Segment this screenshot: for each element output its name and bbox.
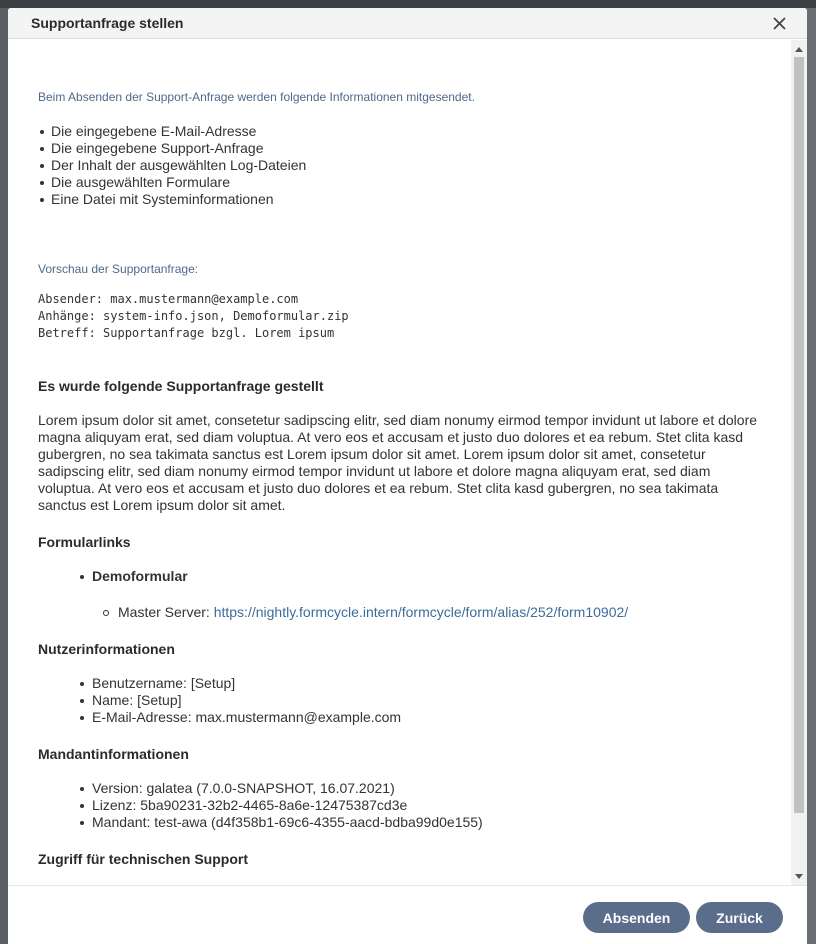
backdrop	[0, 0, 816, 8]
support-request-dialog	[8, 8, 807, 944]
list-item: Name: [Setup]	[79, 692, 401, 709]
preview-subject: Betreff: Supportanfrage bzgl. Lorem ipsum	[38, 326, 335, 340]
list-item: Version: galatea (7.0.0-SNAPSHOT, 16.07.2021)	[79, 780, 483, 797]
list-item: Eine Datei mit Systeminformationen	[38, 191, 306, 208]
preview-meta	[38, 291, 349, 342]
request-heading: Es wurde folgende Supportanfrage gestellt	[38, 378, 324, 394]
scroll-down-icon[interactable]	[791, 869, 807, 883]
list-item: Die ausgewählten Formulare	[38, 174, 306, 191]
form-server-list	[103, 604, 628, 621]
form-server-item	[103, 604, 628, 621]
dialog-title: Supportanfrage stellen	[31, 15, 184, 31]
info-list	[38, 123, 306, 208]
dialog-content[interactable]	[8, 40, 807, 885]
form-links-heading: Formularlinks	[38, 534, 131, 550]
tenant-info-heading: Mandantinformationen	[38, 746, 189, 762]
request-body: Lorem ipsum dolor sit amet, consetetur sadipscing elitr, sed diam nonumy eirmod tempor invidunt ut labore et dolore magna aliquyam erat, sed diam voluptua. At vero eos et accusam et justo duo dolores et ea rebum. Stet clita kasd gubergren, no sea takimata sanctus est Lorem ipsum dolor sit amet. Lorem ipsum dolor sit amet, consetetur sadipscing elitr, sed diam nonumy eirmod tempor invidunt ut labore et dolore magna aliquyam erat, sed diam voluptua. At vero eos et accusam et justo duo dolores et ea rebum. Stet clita kasd gubergren, no sea takimata sanctus est Lorem ipsum dolor sit amet.	[38, 412, 758, 513]
list-item: Benutzername: [Setup]	[79, 675, 401, 692]
list-item: Die eingegebene E-Mail-Adresse	[38, 123, 306, 140]
user-info-heading: Nutzerinformationen	[38, 641, 175, 657]
list-item: Der Inhalt der ausgewählten Log-Dateien	[38, 157, 306, 174]
form-list	[79, 568, 188, 585]
list-item: Die eingegebene Support-Anfrage	[38, 140, 306, 157]
backdrop-edge	[806, 8, 816, 944]
vertical-scrollbar[interactable]	[791, 40, 807, 885]
server-label: Master Server:	[118, 604, 214, 620]
tenant-info-list	[79, 780, 483, 831]
form-item-demoformular: Demoformular	[79, 568, 188, 585]
preview-sender: Absender: max.mustermann@example.com	[38, 292, 299, 306]
submit-button[interactable]: Absenden	[583, 902, 690, 933]
preview-attachments: Anhänge: system-info.json, Demoformular.zip	[38, 309, 349, 323]
dialog-footer	[8, 885, 807, 944]
user-info-list	[79, 675, 401, 726]
list-item: E-Mail-Adresse: max.mustermann@example.com	[79, 709, 401, 726]
list-item: Mandant: test-awa (d4f358b1-69c6-4355-aacd-bdba99d0e155)	[79, 814, 483, 831]
tech-support-heading: Zugriff für technischen Support	[38, 851, 248, 867]
scrollbar-thumb[interactable]	[794, 57, 804, 813]
list-item: Lizenz: 5ba90231-32b2-4465-8a6e-12475387cd3e	[79, 797, 483, 814]
dialog-header	[8, 8, 807, 39]
preview-label: Vorschau der Supportanfrage:	[38, 262, 199, 276]
scroll-up-icon[interactable]	[791, 42, 807, 56]
form-url-link[interactable]: https://nightly.formcycle.intern/formcycle/form/alias/252/form10902/	[213, 604, 629, 620]
intro-text: Beim Absenden der Support-Anfrage werden folgende Informationen mitgesendet.	[38, 90, 475, 104]
back-button[interactable]: Zurück	[696, 902, 783, 933]
close-icon[interactable]	[769, 13, 789, 33]
